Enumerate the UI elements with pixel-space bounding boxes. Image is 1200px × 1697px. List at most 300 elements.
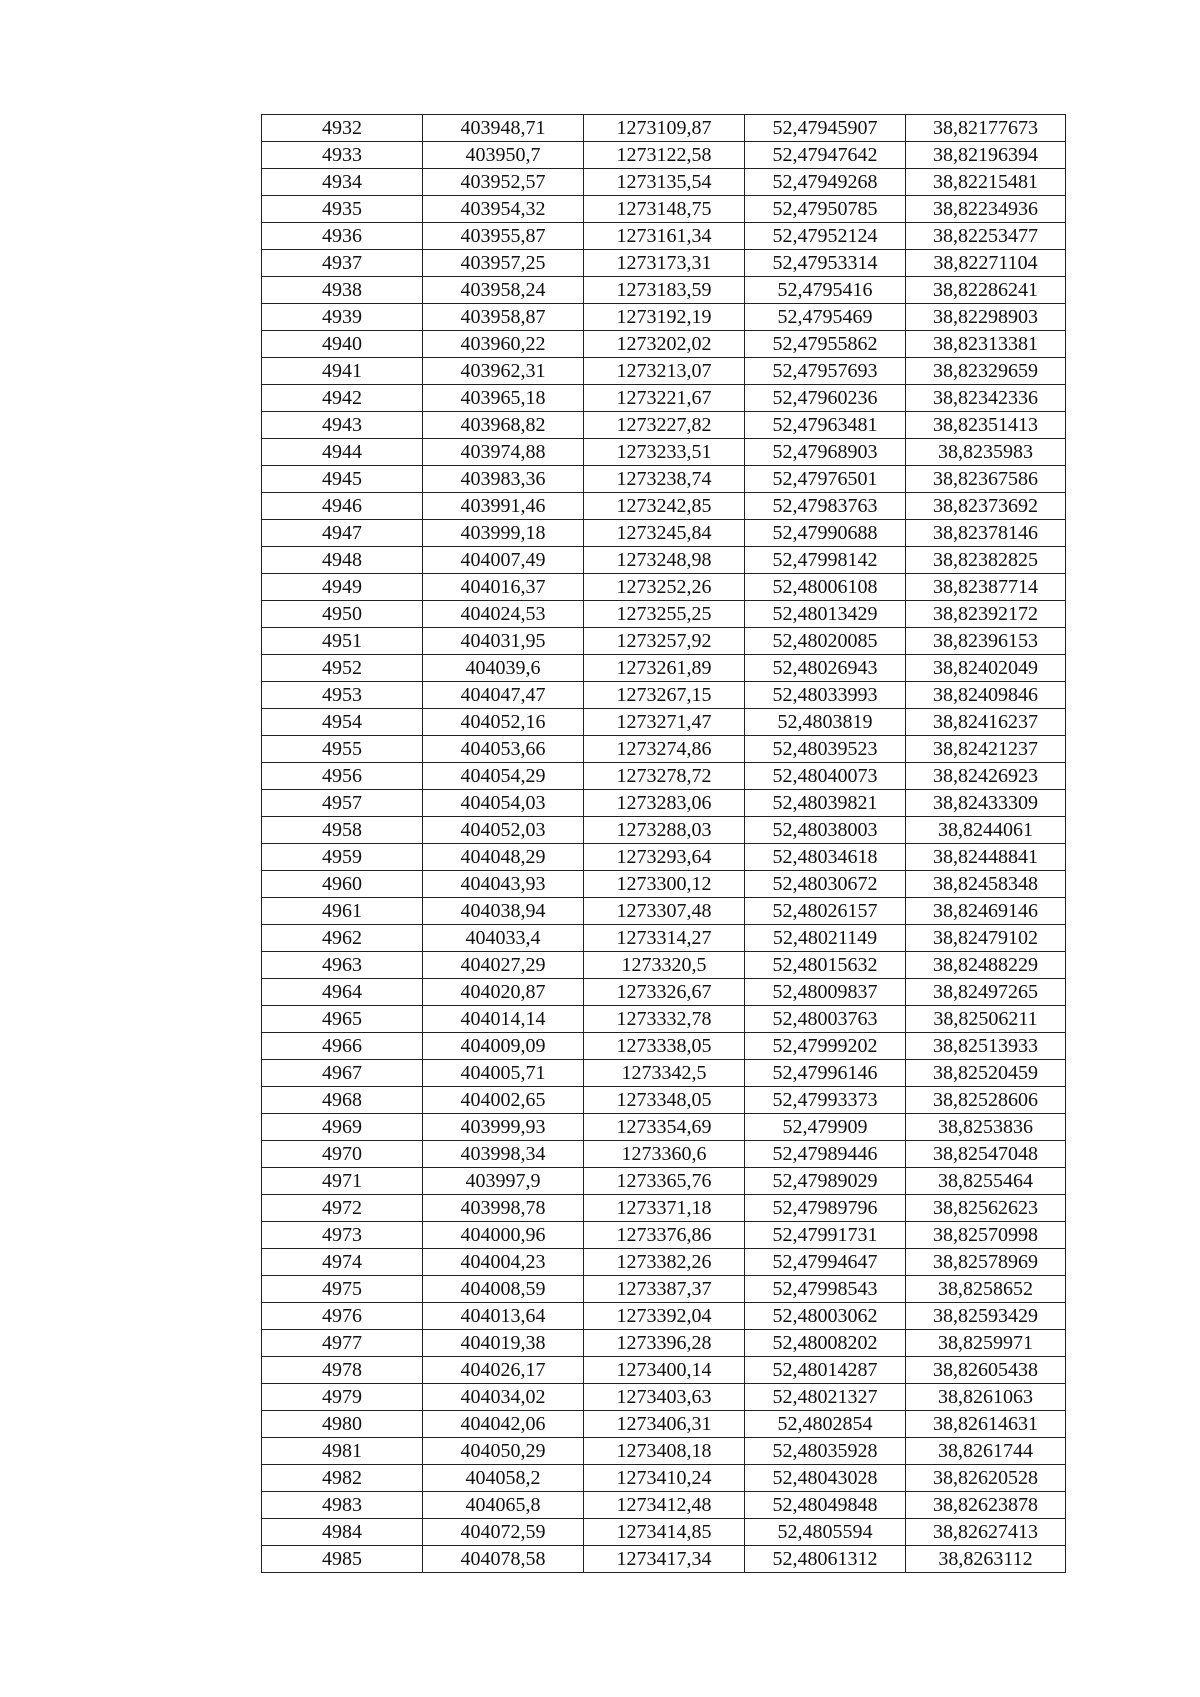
latitude-cell: 52,47950785 bbox=[745, 196, 906, 223]
longitude-cell: 38,82378146 bbox=[906, 520, 1066, 547]
latitude-cell: 52,47993373 bbox=[745, 1087, 906, 1114]
y-coordinate-cell: 1273348,05 bbox=[584, 1087, 745, 1114]
table-row bbox=[262, 844, 1066, 871]
latitude-cell: 52,479909 bbox=[745, 1114, 906, 1141]
point-number-cell: 4974 bbox=[262, 1249, 423, 1276]
point-number-cell: 4954 bbox=[262, 709, 423, 736]
latitude-cell: 52,47960236 bbox=[745, 385, 906, 412]
longitude-cell: 38,8261063 bbox=[906, 1384, 1066, 1411]
table-row bbox=[262, 1330, 1066, 1357]
y-coordinate-cell: 1273307,48 bbox=[584, 898, 745, 925]
table-row bbox=[262, 817, 1066, 844]
x-coordinate-cell: 404019,38 bbox=[423, 1330, 584, 1357]
point-number-cell: 4964 bbox=[262, 979, 423, 1006]
longitude-cell: 38,82620528 bbox=[906, 1465, 1066, 1492]
y-coordinate-cell: 1273261,89 bbox=[584, 655, 745, 682]
point-number-cell: 4965 bbox=[262, 1006, 423, 1033]
point-number-cell: 4983 bbox=[262, 1492, 423, 1519]
longitude-cell: 38,8263112 bbox=[906, 1546, 1066, 1573]
point-number-cell: 4938 bbox=[262, 277, 423, 304]
x-coordinate-cell: 404048,29 bbox=[423, 844, 584, 871]
point-number-cell: 4957 bbox=[262, 790, 423, 817]
latitude-cell: 52,47994647 bbox=[745, 1249, 906, 1276]
longitude-cell: 38,8244061 bbox=[906, 817, 1066, 844]
point-number-cell: 4947 bbox=[262, 520, 423, 547]
x-coordinate-cell: 404052,03 bbox=[423, 817, 584, 844]
longitude-cell: 38,82234936 bbox=[906, 196, 1066, 223]
table-row bbox=[262, 412, 1066, 439]
table-row bbox=[262, 1168, 1066, 1195]
x-coordinate-cell: 403950,7 bbox=[423, 142, 584, 169]
x-coordinate-cell: 403955,87 bbox=[423, 223, 584, 250]
table-row bbox=[262, 223, 1066, 250]
table-row bbox=[262, 1114, 1066, 1141]
table-row bbox=[262, 952, 1066, 979]
latitude-cell: 52,48015632 bbox=[745, 952, 906, 979]
x-coordinate-cell: 404054,03 bbox=[423, 790, 584, 817]
longitude-cell: 38,82488229 bbox=[906, 952, 1066, 979]
point-number-cell: 4943 bbox=[262, 412, 423, 439]
x-coordinate-cell: 403998,34 bbox=[423, 1141, 584, 1168]
y-coordinate-cell: 1273396,28 bbox=[584, 1330, 745, 1357]
point-number-cell: 4937 bbox=[262, 250, 423, 277]
point-number-cell: 4948 bbox=[262, 547, 423, 574]
x-coordinate-cell: 404078,58 bbox=[423, 1546, 584, 1573]
longitude-cell: 38,8259971 bbox=[906, 1330, 1066, 1357]
x-coordinate-cell: 404009,09 bbox=[423, 1033, 584, 1060]
longitude-cell: 38,82614631 bbox=[906, 1411, 1066, 1438]
y-coordinate-cell: 1273267,15 bbox=[584, 682, 745, 709]
point-number-cell: 4966 bbox=[262, 1033, 423, 1060]
x-coordinate-cell: 404013,64 bbox=[423, 1303, 584, 1330]
y-coordinate-cell: 1273109,87 bbox=[584, 115, 745, 142]
latitude-cell: 52,48030672 bbox=[745, 871, 906, 898]
point-number-cell: 4984 bbox=[262, 1519, 423, 1546]
x-coordinate-cell: 403997,9 bbox=[423, 1168, 584, 1195]
longitude-cell: 38,82448841 bbox=[906, 844, 1066, 871]
latitude-cell: 52,4802854 bbox=[745, 1411, 906, 1438]
longitude-cell: 38,82373692 bbox=[906, 493, 1066, 520]
y-coordinate-cell: 1273414,85 bbox=[584, 1519, 745, 1546]
y-coordinate-cell: 1273354,69 bbox=[584, 1114, 745, 1141]
latitude-cell: 52,48061312 bbox=[745, 1546, 906, 1573]
y-coordinate-cell: 1273300,12 bbox=[584, 871, 745, 898]
latitude-cell: 52,4805594 bbox=[745, 1519, 906, 1546]
latitude-cell: 52,48026943 bbox=[745, 655, 906, 682]
longitude-cell: 38,82351413 bbox=[906, 412, 1066, 439]
point-number-cell: 4969 bbox=[262, 1114, 423, 1141]
latitude-cell: 52,48040073 bbox=[745, 763, 906, 790]
x-coordinate-cell: 403974,88 bbox=[423, 439, 584, 466]
longitude-cell: 38,82570998 bbox=[906, 1222, 1066, 1249]
x-coordinate-cell: 404008,59 bbox=[423, 1276, 584, 1303]
y-coordinate-cell: 1273371,18 bbox=[584, 1195, 745, 1222]
table-row bbox=[262, 1249, 1066, 1276]
point-number-cell: 4972 bbox=[262, 1195, 423, 1222]
longitude-cell: 38,8235983 bbox=[906, 439, 1066, 466]
table-row bbox=[262, 331, 1066, 358]
table-row bbox=[262, 547, 1066, 574]
table-row bbox=[262, 682, 1066, 709]
longitude-cell: 38,82520459 bbox=[906, 1060, 1066, 1087]
point-number-cell: 4935 bbox=[262, 196, 423, 223]
latitude-cell: 52,48013429 bbox=[745, 601, 906, 628]
table-row bbox=[262, 898, 1066, 925]
point-number-cell: 4945 bbox=[262, 466, 423, 493]
y-coordinate-cell: 1273202,02 bbox=[584, 331, 745, 358]
point-number-cell: 4960 bbox=[262, 871, 423, 898]
latitude-cell: 52,47989796 bbox=[745, 1195, 906, 1222]
y-coordinate-cell: 1273242,85 bbox=[584, 493, 745, 520]
table-row bbox=[262, 358, 1066, 385]
longitude-cell: 38,8261744 bbox=[906, 1438, 1066, 1465]
table-row bbox=[262, 1276, 1066, 1303]
x-coordinate-cell: 404002,65 bbox=[423, 1087, 584, 1114]
table-row bbox=[262, 1465, 1066, 1492]
point-number-cell: 4953 bbox=[262, 682, 423, 709]
x-coordinate-cell: 404027,29 bbox=[423, 952, 584, 979]
point-number-cell: 4952 bbox=[262, 655, 423, 682]
latitude-cell: 52,47991731 bbox=[745, 1222, 906, 1249]
x-coordinate-cell: 404052,16 bbox=[423, 709, 584, 736]
point-number-cell: 4933 bbox=[262, 142, 423, 169]
y-coordinate-cell: 1273382,26 bbox=[584, 1249, 745, 1276]
table-row bbox=[262, 439, 1066, 466]
x-coordinate-cell: 403957,25 bbox=[423, 250, 584, 277]
longitude-cell: 38,82286241 bbox=[906, 277, 1066, 304]
table-row bbox=[262, 1438, 1066, 1465]
x-coordinate-cell: 404016,37 bbox=[423, 574, 584, 601]
longitude-cell: 38,82271104 bbox=[906, 250, 1066, 277]
table-row bbox=[262, 1411, 1066, 1438]
longitude-cell: 38,82627413 bbox=[906, 1519, 1066, 1546]
x-coordinate-cell: 404072,59 bbox=[423, 1519, 584, 1546]
longitude-cell: 38,82387714 bbox=[906, 574, 1066, 601]
x-coordinate-cell: 404026,17 bbox=[423, 1357, 584, 1384]
x-coordinate-cell: 403965,18 bbox=[423, 385, 584, 412]
y-coordinate-cell: 1273252,26 bbox=[584, 574, 745, 601]
longitude-cell: 38,82605438 bbox=[906, 1357, 1066, 1384]
y-coordinate-cell: 1273320,5 bbox=[584, 952, 745, 979]
x-coordinate-cell: 403958,87 bbox=[423, 304, 584, 331]
longitude-cell: 38,82298903 bbox=[906, 304, 1066, 331]
point-number-cell: 4940 bbox=[262, 331, 423, 358]
x-coordinate-cell: 403952,57 bbox=[423, 169, 584, 196]
y-coordinate-cell: 1273274,86 bbox=[584, 736, 745, 763]
latitude-cell: 52,47990688 bbox=[745, 520, 906, 547]
y-coordinate-cell: 1273271,47 bbox=[584, 709, 745, 736]
point-number-cell: 4956 bbox=[262, 763, 423, 790]
longitude-cell: 38,82578969 bbox=[906, 1249, 1066, 1276]
y-coordinate-cell: 1273338,05 bbox=[584, 1033, 745, 1060]
x-coordinate-cell: 404038,94 bbox=[423, 898, 584, 925]
y-coordinate-cell: 1273406,31 bbox=[584, 1411, 745, 1438]
table-row bbox=[262, 709, 1066, 736]
point-number-cell: 4950 bbox=[262, 601, 423, 628]
table-row bbox=[262, 196, 1066, 223]
point-number-cell: 4968 bbox=[262, 1087, 423, 1114]
point-number-cell: 4939 bbox=[262, 304, 423, 331]
x-coordinate-cell: 404007,49 bbox=[423, 547, 584, 574]
latitude-cell: 52,47989029 bbox=[745, 1168, 906, 1195]
x-coordinate-cell: 404054,29 bbox=[423, 763, 584, 790]
table-row bbox=[262, 169, 1066, 196]
point-number-cell: 4967 bbox=[262, 1060, 423, 1087]
point-number-cell: 4976 bbox=[262, 1303, 423, 1330]
y-coordinate-cell: 1273192,19 bbox=[584, 304, 745, 331]
point-number-cell: 4985 bbox=[262, 1546, 423, 1573]
y-coordinate-cell: 1273255,25 bbox=[584, 601, 745, 628]
coordinates-table bbox=[261, 114, 1066, 1573]
latitude-cell: 52,47968903 bbox=[745, 439, 906, 466]
longitude-cell: 38,82593429 bbox=[906, 1303, 1066, 1330]
table-row bbox=[262, 1141, 1066, 1168]
latitude-cell: 52,48049848 bbox=[745, 1492, 906, 1519]
x-coordinate-cell: 404053,66 bbox=[423, 736, 584, 763]
table-row bbox=[262, 1303, 1066, 1330]
longitude-cell: 38,82479102 bbox=[906, 925, 1066, 952]
longitude-cell: 38,8253836 bbox=[906, 1114, 1066, 1141]
y-coordinate-cell: 1273314,27 bbox=[584, 925, 745, 952]
table-row bbox=[262, 385, 1066, 412]
point-number-cell: 4975 bbox=[262, 1276, 423, 1303]
point-number-cell: 4980 bbox=[262, 1411, 423, 1438]
y-coordinate-cell: 1273412,48 bbox=[584, 1492, 745, 1519]
point-number-cell: 4944 bbox=[262, 439, 423, 466]
x-coordinate-cell: 403998,78 bbox=[423, 1195, 584, 1222]
y-coordinate-cell: 1273293,64 bbox=[584, 844, 745, 871]
latitude-cell: 52,48021327 bbox=[745, 1384, 906, 1411]
table-row bbox=[262, 115, 1066, 142]
longitude-cell: 38,82409846 bbox=[906, 682, 1066, 709]
x-coordinate-cell: 404034,02 bbox=[423, 1384, 584, 1411]
longitude-cell: 38,82562623 bbox=[906, 1195, 1066, 1222]
longitude-cell: 38,82382825 bbox=[906, 547, 1066, 574]
latitude-cell: 52,48014287 bbox=[745, 1357, 906, 1384]
latitude-cell: 52,47999202 bbox=[745, 1033, 906, 1060]
longitude-cell: 38,82253477 bbox=[906, 223, 1066, 250]
longitude-cell: 38,82342336 bbox=[906, 385, 1066, 412]
point-number-cell: 4970 bbox=[262, 1141, 423, 1168]
latitude-cell: 52,48003062 bbox=[745, 1303, 906, 1330]
latitude-cell: 52,48039523 bbox=[745, 736, 906, 763]
latitude-cell: 52,47983763 bbox=[745, 493, 906, 520]
point-number-cell: 4949 bbox=[262, 574, 423, 601]
y-coordinate-cell: 1273173,31 bbox=[584, 250, 745, 277]
x-coordinate-cell: 404058,2 bbox=[423, 1465, 584, 1492]
y-coordinate-cell: 1273233,51 bbox=[584, 439, 745, 466]
latitude-cell: 52,47989446 bbox=[745, 1141, 906, 1168]
longitude-cell: 38,82547048 bbox=[906, 1141, 1066, 1168]
table-row bbox=[262, 250, 1066, 277]
longitude-cell: 38,82426923 bbox=[906, 763, 1066, 790]
latitude-cell: 52,4795469 bbox=[745, 304, 906, 331]
y-coordinate-cell: 1273400,14 bbox=[584, 1357, 745, 1384]
longitude-cell: 38,82367586 bbox=[906, 466, 1066, 493]
table-row bbox=[262, 493, 1066, 520]
x-coordinate-cell: 404065,8 bbox=[423, 1492, 584, 1519]
y-coordinate-cell: 1273161,34 bbox=[584, 223, 745, 250]
point-number-cell: 4936 bbox=[262, 223, 423, 250]
latitude-cell: 52,47947642 bbox=[745, 142, 906, 169]
point-number-cell: 4934 bbox=[262, 169, 423, 196]
table-row bbox=[262, 1222, 1066, 1249]
x-coordinate-cell: 403991,46 bbox=[423, 493, 584, 520]
x-coordinate-cell: 403999,18 bbox=[423, 520, 584, 547]
latitude-cell: 52,4795416 bbox=[745, 277, 906, 304]
table-row bbox=[262, 142, 1066, 169]
table-row bbox=[262, 655, 1066, 682]
latitude-cell: 52,47998142 bbox=[745, 547, 906, 574]
longitude-cell: 38,82402049 bbox=[906, 655, 1066, 682]
coordinates-table-body bbox=[262, 115, 1066, 1573]
table-row bbox=[262, 628, 1066, 655]
point-number-cell: 4941 bbox=[262, 358, 423, 385]
latitude-cell: 52,48009837 bbox=[745, 979, 906, 1006]
y-coordinate-cell: 1273332,78 bbox=[584, 1006, 745, 1033]
latitude-cell: 52,47957693 bbox=[745, 358, 906, 385]
point-number-cell: 4978 bbox=[262, 1357, 423, 1384]
y-coordinate-cell: 1273135,54 bbox=[584, 169, 745, 196]
y-coordinate-cell: 1273245,84 bbox=[584, 520, 745, 547]
point-number-cell: 4958 bbox=[262, 817, 423, 844]
latitude-cell: 52,47953314 bbox=[745, 250, 906, 277]
point-number-cell: 4971 bbox=[262, 1168, 423, 1195]
longitude-cell: 38,82416237 bbox=[906, 709, 1066, 736]
longitude-cell: 38,82329659 bbox=[906, 358, 1066, 385]
y-coordinate-cell: 1273392,04 bbox=[584, 1303, 745, 1330]
x-coordinate-cell: 404043,93 bbox=[423, 871, 584, 898]
table-row bbox=[262, 1006, 1066, 1033]
y-coordinate-cell: 1273248,98 bbox=[584, 547, 745, 574]
table-row bbox=[262, 763, 1066, 790]
table-row bbox=[262, 1060, 1066, 1087]
longitude-cell: 38,8258652 bbox=[906, 1276, 1066, 1303]
point-number-cell: 4962 bbox=[262, 925, 423, 952]
x-coordinate-cell: 404024,53 bbox=[423, 601, 584, 628]
x-coordinate-cell: 404004,23 bbox=[423, 1249, 584, 1276]
latitude-cell: 52,47952124 bbox=[745, 223, 906, 250]
longitude-cell: 38,82196394 bbox=[906, 142, 1066, 169]
latitude-cell: 52,48034618 bbox=[745, 844, 906, 871]
y-coordinate-cell: 1273227,82 bbox=[584, 412, 745, 439]
x-coordinate-cell: 404047,47 bbox=[423, 682, 584, 709]
point-number-cell: 4946 bbox=[262, 493, 423, 520]
latitude-cell: 52,4803819 bbox=[745, 709, 906, 736]
longitude-cell: 38,82313381 bbox=[906, 331, 1066, 358]
point-number-cell: 4951 bbox=[262, 628, 423, 655]
x-coordinate-cell: 404014,14 bbox=[423, 1006, 584, 1033]
point-number-cell: 4982 bbox=[262, 1465, 423, 1492]
longitude-cell: 38,82497265 bbox=[906, 979, 1066, 1006]
x-coordinate-cell: 404000,96 bbox=[423, 1222, 584, 1249]
x-coordinate-cell: 404020,87 bbox=[423, 979, 584, 1006]
y-coordinate-cell: 1273257,92 bbox=[584, 628, 745, 655]
y-coordinate-cell: 1273283,06 bbox=[584, 790, 745, 817]
y-coordinate-cell: 1273403,63 bbox=[584, 1384, 745, 1411]
latitude-cell: 52,48038003 bbox=[745, 817, 906, 844]
x-coordinate-cell: 403954,32 bbox=[423, 196, 584, 223]
table-row bbox=[262, 574, 1066, 601]
latitude-cell: 52,48008202 bbox=[745, 1330, 906, 1357]
latitude-cell: 52,47955862 bbox=[745, 331, 906, 358]
x-coordinate-cell: 404039,6 bbox=[423, 655, 584, 682]
point-number-cell: 4932 bbox=[262, 115, 423, 142]
table-row bbox=[262, 466, 1066, 493]
latitude-cell: 52,48026157 bbox=[745, 898, 906, 925]
latitude-cell: 52,48043028 bbox=[745, 1465, 906, 1492]
longitude-cell: 38,82177673 bbox=[906, 115, 1066, 142]
table-row bbox=[262, 277, 1066, 304]
longitude-cell: 38,82215481 bbox=[906, 169, 1066, 196]
point-number-cell: 4955 bbox=[262, 736, 423, 763]
table-row bbox=[262, 304, 1066, 331]
point-number-cell: 4979 bbox=[262, 1384, 423, 1411]
longitude-cell: 38,82392172 bbox=[906, 601, 1066, 628]
table-row bbox=[262, 520, 1066, 547]
latitude-cell: 52,48033993 bbox=[745, 682, 906, 709]
latitude-cell: 52,47963481 bbox=[745, 412, 906, 439]
point-number-cell: 4942 bbox=[262, 385, 423, 412]
y-coordinate-cell: 1273221,67 bbox=[584, 385, 745, 412]
latitude-cell: 52,47996146 bbox=[745, 1060, 906, 1087]
longitude-cell: 38,82421237 bbox=[906, 736, 1066, 763]
y-coordinate-cell: 1273410,24 bbox=[584, 1465, 745, 1492]
x-coordinate-cell: 403962,31 bbox=[423, 358, 584, 385]
x-coordinate-cell: 404042,06 bbox=[423, 1411, 584, 1438]
latitude-cell: 52,47945907 bbox=[745, 115, 906, 142]
longitude-cell: 38,82469146 bbox=[906, 898, 1066, 925]
y-coordinate-cell: 1273408,18 bbox=[584, 1438, 745, 1465]
table-row bbox=[262, 736, 1066, 763]
latitude-cell: 52,48020085 bbox=[745, 628, 906, 655]
table-row bbox=[262, 925, 1066, 952]
x-coordinate-cell: 403968,82 bbox=[423, 412, 584, 439]
table-row bbox=[262, 871, 1066, 898]
y-coordinate-cell: 1273183,59 bbox=[584, 277, 745, 304]
table-row bbox=[262, 601, 1066, 628]
y-coordinate-cell: 1273376,86 bbox=[584, 1222, 745, 1249]
point-number-cell: 4981 bbox=[262, 1438, 423, 1465]
table-row bbox=[262, 1357, 1066, 1384]
x-coordinate-cell: 404050,29 bbox=[423, 1438, 584, 1465]
x-coordinate-cell: 403948,71 bbox=[423, 115, 584, 142]
x-coordinate-cell: 403999,93 bbox=[423, 1114, 584, 1141]
x-coordinate-cell: 403983,36 bbox=[423, 466, 584, 493]
x-coordinate-cell: 404033,4 bbox=[423, 925, 584, 952]
longitude-cell: 38,82528606 bbox=[906, 1087, 1066, 1114]
y-coordinate-cell: 1273342,5 bbox=[584, 1060, 745, 1087]
table-row bbox=[262, 979, 1066, 1006]
table-row bbox=[262, 1519, 1066, 1546]
longitude-cell: 38,82433309 bbox=[906, 790, 1066, 817]
latitude-cell: 52,47976501 bbox=[745, 466, 906, 493]
y-coordinate-cell: 1273326,67 bbox=[584, 979, 745, 1006]
x-coordinate-cell: 404031,95 bbox=[423, 628, 584, 655]
y-coordinate-cell: 1273288,03 bbox=[584, 817, 745, 844]
y-coordinate-cell: 1273148,75 bbox=[584, 196, 745, 223]
point-number-cell: 4959 bbox=[262, 844, 423, 871]
y-coordinate-cell: 1273213,07 bbox=[584, 358, 745, 385]
y-coordinate-cell: 1273417,34 bbox=[584, 1546, 745, 1573]
longitude-cell: 38,82396153 bbox=[906, 628, 1066, 655]
y-coordinate-cell: 1273122,58 bbox=[584, 142, 745, 169]
x-coordinate-cell: 403958,24 bbox=[423, 277, 584, 304]
latitude-cell: 52,48039821 bbox=[745, 790, 906, 817]
latitude-cell: 52,48021149 bbox=[745, 925, 906, 952]
longitude-cell: 38,82513933 bbox=[906, 1033, 1066, 1060]
y-coordinate-cell: 1273278,72 bbox=[584, 763, 745, 790]
